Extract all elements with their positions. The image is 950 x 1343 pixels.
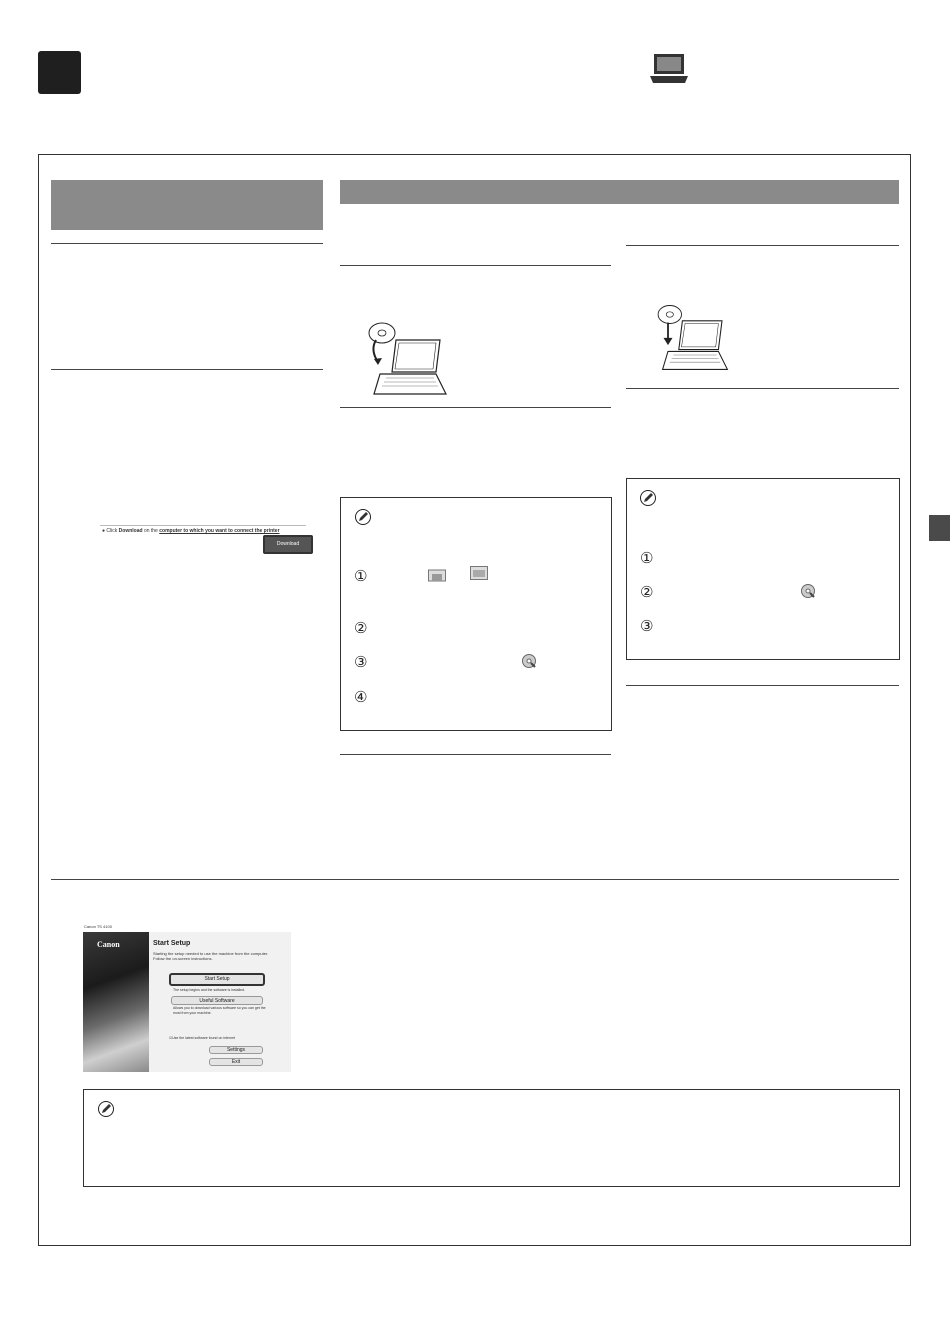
- exit-button[interactable]: [209, 1058, 263, 1066]
- divider: [626, 388, 899, 389]
- note-box-windows: [340, 497, 612, 731]
- laptop-icon: [648, 52, 690, 86]
- pencil-note-icon: [640, 490, 656, 506]
- step-4-marker: ④: [354, 688, 368, 706]
- note-box-mac: [626, 478, 900, 660]
- start-setup-desc: The setup begins and the software is installed.: [173, 988, 245, 992]
- divider: [626, 245, 899, 246]
- step-2-marker: ②: [354, 619, 368, 637]
- start-setup-label: Start Setup: [204, 976, 230, 982]
- setup-window-screenshot: [83, 932, 291, 1072]
- insert-disc-laptop-illustration: [360, 318, 460, 398]
- pencil-note-icon: [355, 509, 371, 525]
- divider: [51, 369, 323, 370]
- exit-label: Exit: [231, 1059, 241, 1065]
- folder-icon: [428, 568, 446, 582]
- right-section-header: [340, 180, 899, 204]
- instruction-mid: on the: [143, 528, 158, 534]
- step-3-marker: ③: [640, 617, 654, 635]
- divider: [51, 243, 323, 244]
- step-1-marker: ①: [354, 567, 368, 585]
- step-2-marker: ②: [640, 583, 654, 601]
- instruction-prefix: Click: [106, 528, 118, 534]
- instruction-link[interactable]: computer to which you want to connect the printer: [159, 528, 280, 534]
- checkbox-label: Use the latest software found on internet: [172, 1036, 235, 1040]
- bullet: ●: [102, 528, 106, 534]
- download-button-label: Download: [276, 541, 300, 547]
- divider: [340, 265, 611, 266]
- download-panel-rule: [100, 525, 306, 526]
- step-1-marker: ①: [640, 549, 654, 567]
- divider: [340, 407, 611, 408]
- setup-disc-icon: [801, 584, 815, 598]
- useful-software-button[interactable]: [171, 996, 263, 1005]
- useful-software-desc: Allows you to download various software so you can get the most from your machine.: [173, 1006, 266, 1015]
- step-3-marker: ③: [354, 653, 368, 671]
- download-instruction: [102, 528, 280, 534]
- setup-heading: Start Setup: [153, 940, 191, 947]
- latest-software-checkbox[interactable]: [169, 1036, 235, 1040]
- download-button[interactable]: [263, 535, 313, 554]
- left-section-header: [51, 180, 323, 230]
- useful-software-label: Useful Software: [199, 998, 235, 1004]
- settings-button[interactable]: [209, 1046, 263, 1054]
- canon-logo: Canon: [97, 940, 120, 949]
- insert-disc-laptop-illustration: [650, 298, 740, 376]
- language-side-tab: [929, 515, 950, 541]
- setup-window-title: Canon TS 4100: [84, 924, 112, 929]
- settings-label: Settings: [226, 1047, 246, 1053]
- instruction-bold: Download: [118, 528, 143, 534]
- divider: [626, 685, 899, 686]
- checkbox-box[interactable]: ☑: [169, 1036, 173, 1040]
- note-box-bottom: [83, 1089, 900, 1187]
- pencil-note-icon: [98, 1101, 114, 1117]
- folder-icon: [470, 566, 488, 580]
- start-setup-button[interactable]: [169, 973, 265, 986]
- divider: [51, 879, 899, 880]
- divider: [340, 754, 611, 755]
- setup-disc-icon: [522, 654, 536, 668]
- step-number-badge: [38, 51, 81, 94]
- setup-photo-collage: [83, 932, 149, 1072]
- setup-description: Starting the setup needed to use the machine from the computer. Follow the on-screen instructions.: [153, 951, 269, 961]
